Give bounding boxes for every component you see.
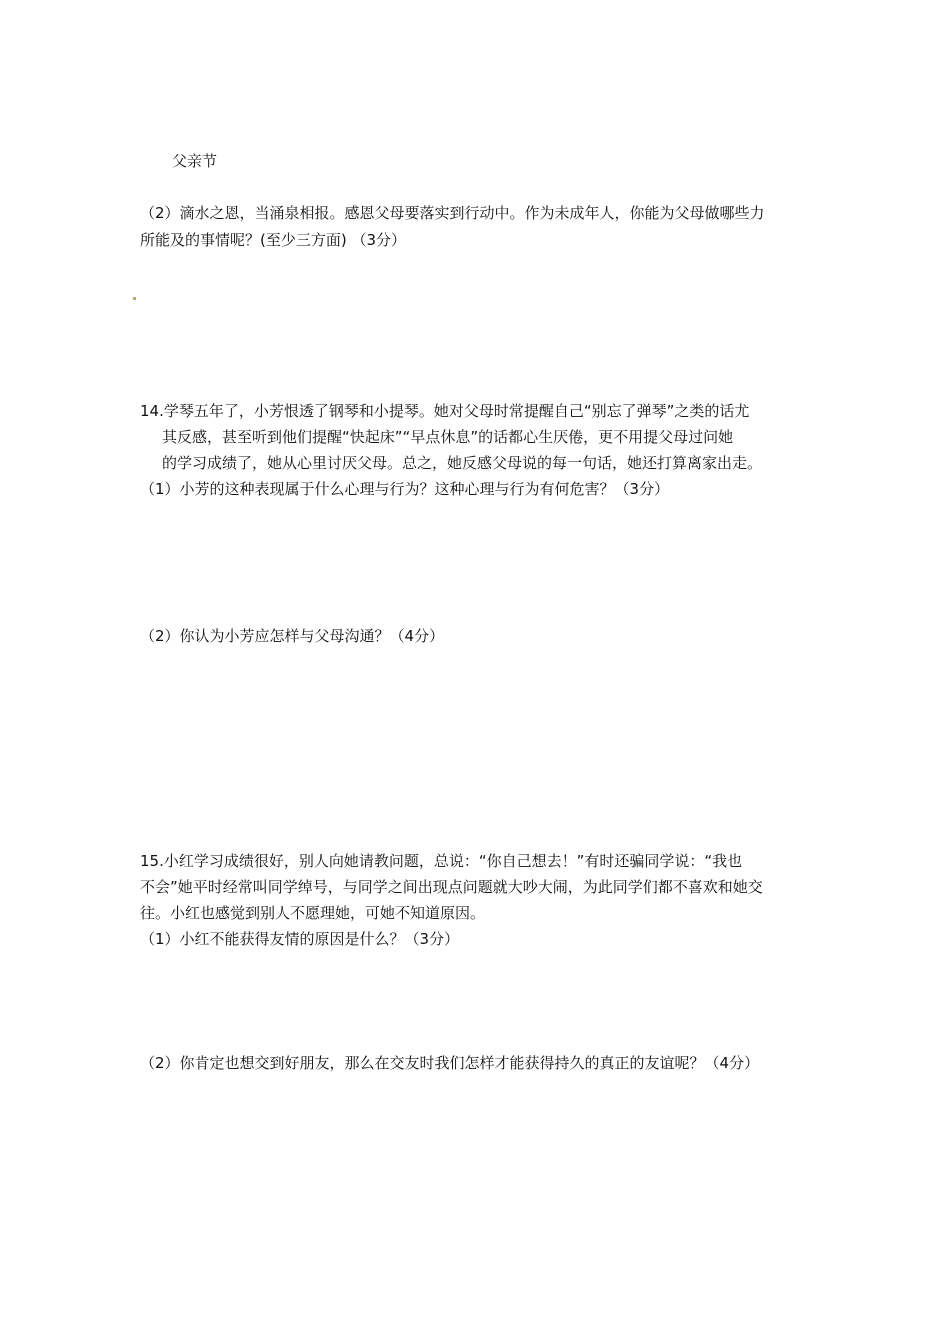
q15-sub-1: （1）小红不能获得友情的原因是什么？（3分） [140, 930, 460, 948]
q14-sub-2: （2）你认为小芳应怎样与父母沟通？（4分） [140, 627, 445, 645]
q15-line-1: 15.小红学习成绩很好，别人向她请教问题，总说：“你自己想去！”有时还骗同学说：“我也 [140, 852, 743, 870]
q14-sub-1: （1）小芳的这种表现属于什么心理与行为？这种心理与行为有何危害？（3分） [140, 480, 670, 498]
scan-speck [133, 297, 136, 300]
q15-line-2: 不会”她平时经常叫同学绰号，与同学之间出现点问题就大吵大闹，为此同学们都不喜欢和她交 [140, 878, 763, 896]
q14-line-3: 的学习成绩了，她从心里讨厌父母。总之，她反感父母说的每一句话，她还打算离家出走。 [162, 454, 763, 472]
section-heading: 父亲节 [172, 152, 218, 170]
q15-line-3: 往。小红也感觉到别人不愿理她，可她不知道原因。 [140, 904, 486, 922]
q15-sub-2: （2）你肯定也想交到好朋友，那么在交友时我们怎样才能获得持久的真正的友谊呢？（4分） [140, 1054, 760, 1072]
q13-2-line-1: （2）滴水之恩，当涌泉相报。感恩父母要落实到行动中。作为未成年人，你能为父母做哪些力 [140, 204, 765, 222]
q13-2-line-2: 所能及的事情呢？(至少三方面) （3分） [140, 231, 407, 249]
q14-line-1: 14.学琴五年了，小芳恨透了钢琴和小提琴。她对父母时常提醒自己“别忘了弹琴”之类的话尤 [140, 402, 750, 420]
q14-line-2: 其反感，甚至听到他们提醒“快起床”“早点休息”的话都心生厌倦，更不用提父母过问她 [162, 428, 734, 446]
